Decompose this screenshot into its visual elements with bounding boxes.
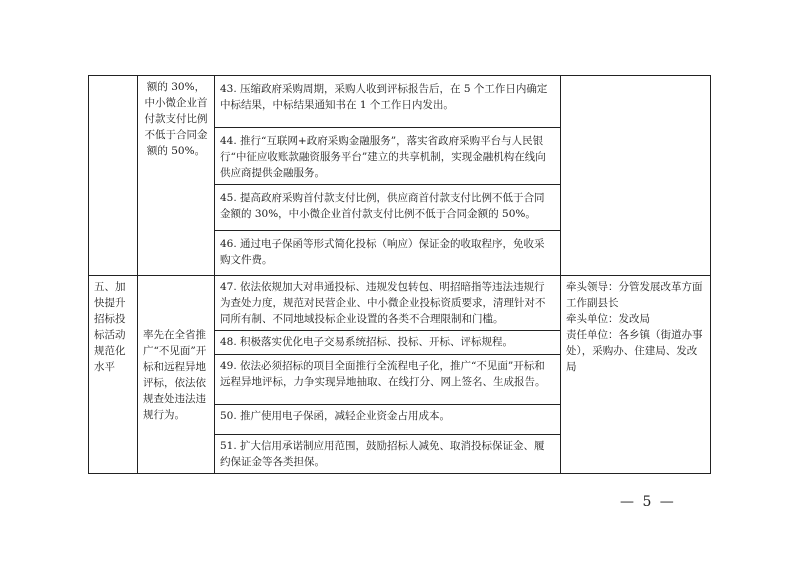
task-item-44: 44. 推行“互联网+政府采购金融服务”，落实省政府采购平台与人民银行“中征应收账款融资服务平台”建立的共享机制，实现金融机构在线向供应商提供金融服务。	[215, 128, 561, 185]
goal-cell	[89, 76, 138, 276]
task-table	[88, 75, 711, 474]
responsible-units: 责任单位：各乡镇（街道办事处），采购办、住建局、发改局	[566, 329, 703, 373]
task-item-43: 43. 压缩政府采购周期，采购人收到评标报告后，在 5 个工作日内确定中标结果，中标结果通知书在 1 个工作日内发出。	[215, 76, 561, 128]
task-item-45: 45. 提高政府采购首付款支付比例，供应商首付款支付比例不低于合同金额的 30%，中小微企业首付款支付比例不低于合同金额的 50%。	[215, 185, 561, 231]
task-item-51: 51. 扩大信用承诺制应用范围，鼓励招标人减免、取消投标保证金、履约保证金等各类担保。	[215, 435, 561, 474]
task-item-47: 47. 依法依规加大对串通投标、违规发包转包、明招暗指等违法违规行为查处力度，规范对民营企业、中小微企业投标资质要求，清理针对不同所有制、不同地域投标企业设置的各类不合理限制和门槛。	[215, 276, 561, 331]
task-item-48: 48. 积极落实优化电子交易系统招标、投标、开标、评标规程。	[215, 331, 561, 355]
page-number: — 5 —	[620, 494, 676, 510]
table-row	[89, 76, 711, 128]
owner-cell	[561, 76, 711, 276]
lead-unit: 牵头单位：发改局	[566, 313, 650, 325]
table-row	[89, 276, 711, 331]
task-item-50: 50. 推广使用电子保函，减轻企业资金占用成本。	[215, 405, 561, 435]
task-item-46: 46. 通过电子保函等形式简化投标（响应）保证金的收取程序，免收采购文件费。	[215, 231, 561, 276]
goal-cell: 五、加快提升招标投标活动规范化水平	[89, 276, 138, 474]
task-item-49: 49. 依法必须招标的项目全面推行全流程电子化，推广“不见面”开标和远程异地评标，力争实现异地抽取、在线打分、网上签名、生成报告。	[215, 355, 561, 405]
measure-cell	[138, 76, 215, 276]
lead-leader: 牵头领导：分管发展改革方面工作副县长	[566, 281, 703, 309]
measure-text: 额的 30%，中小微企业首付款支付比例不低于合同金额的 50%。	[144, 81, 208, 157]
owner-cell	[561, 276, 711, 474]
measure-cell: 率先在全省推广“不见面”开标和远程异地评标，依法依规查处违法违规行为。	[138, 276, 215, 474]
